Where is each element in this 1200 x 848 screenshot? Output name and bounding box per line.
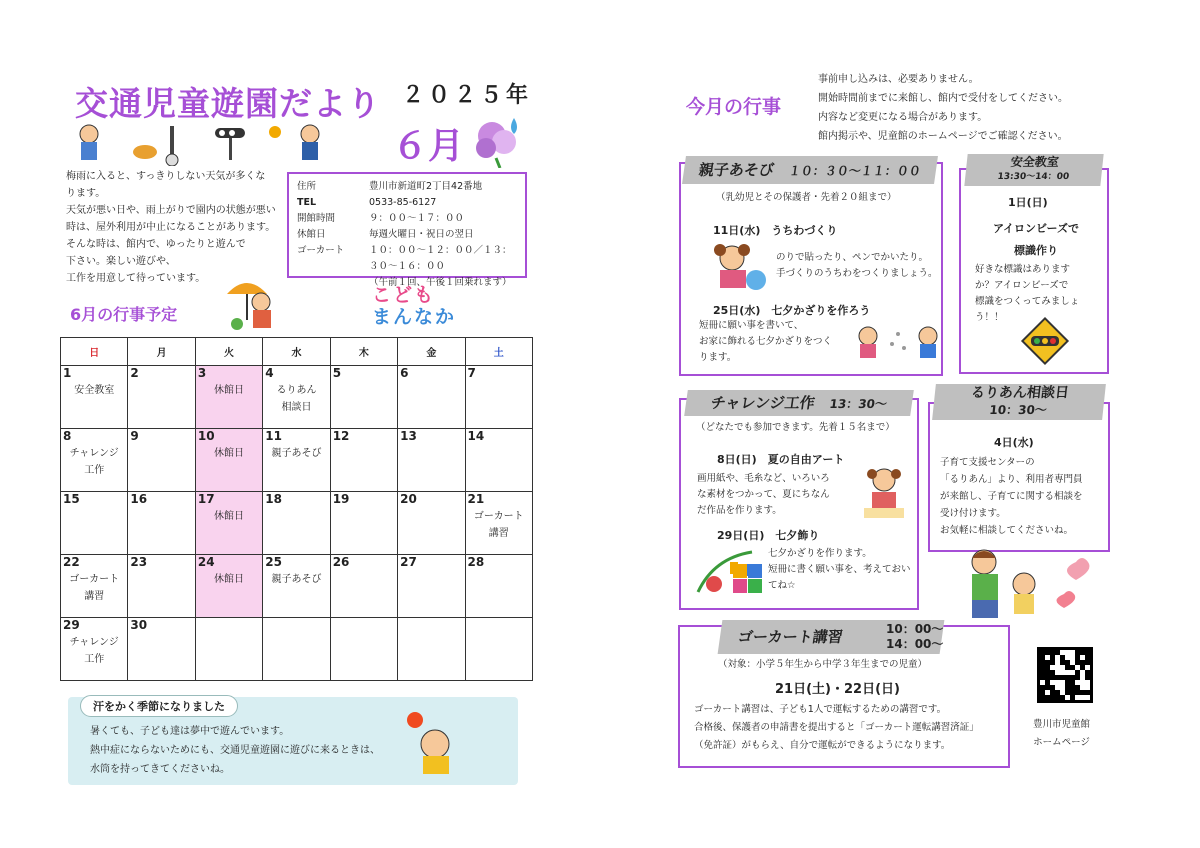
calendar-day-cell bbox=[465, 618, 532, 681]
oyako-event1-title: 11日(水) うちわづくり bbox=[713, 224, 838, 237]
anzen-date: 1日(日) bbox=[1008, 196, 1048, 209]
calendar-event-label bbox=[61, 506, 127, 508]
calendar-day-number: 12 bbox=[332, 429, 350, 443]
ruri-date: 4日(水) bbox=[994, 436, 1034, 449]
calendar-day-cell bbox=[398, 492, 465, 555]
calendar-event-label: 親子あそび bbox=[271, 448, 322, 459]
calendar-day-cell bbox=[61, 429, 128, 492]
calendar-day-cell bbox=[195, 429, 262, 492]
gokart-koushu-band: ゴーカート講習 bbox=[718, 620, 945, 654]
calendar-event-label bbox=[466, 569, 532, 571]
challenge-event2-desc: 七夕かざりを作ります。 短冊に書く願い事を、考えておい てね☆ bbox=[768, 548, 911, 591]
calendar-event-label bbox=[128, 443, 194, 445]
calendar-event-label: チャレンジ 工作 bbox=[69, 637, 119, 665]
umbrella-child-illustration bbox=[225, 272, 285, 332]
newsletter-title: 交通児童遊園だより bbox=[75, 84, 381, 123]
summer-notice-tag: 汗をかく季節になりました bbox=[80, 695, 238, 717]
calendar-day-cell bbox=[330, 555, 397, 618]
calendar-week bbox=[61, 492, 533, 555]
calendar-day-cell bbox=[465, 429, 532, 492]
oyako-event2-desc: 短冊に願い事を書いて、 お家に飾れる七夕かざりをつく ります。 bbox=[699, 320, 833, 363]
calendar-day-cell bbox=[330, 429, 397, 492]
calendar-event-label bbox=[398, 443, 464, 445]
traffic-sign-icon bbox=[1018, 314, 1072, 368]
calendar-event-label bbox=[331, 380, 397, 382]
kodomo-mannaka-logo: こども まんなか bbox=[372, 284, 457, 328]
calendar-week bbox=[61, 429, 533, 492]
calendar-day-cell bbox=[330, 618, 397, 681]
calendar-day-number: 26 bbox=[332, 555, 350, 569]
calendar-event-label bbox=[331, 443, 397, 445]
calendar-day-cell bbox=[263, 366, 330, 429]
calendar-day-number: 30 bbox=[130, 618, 148, 632]
calendar-event-label: 休館日 bbox=[214, 448, 245, 459]
calendar-day-cell bbox=[128, 555, 195, 618]
calendar-event-label: チャレンジ 工作 bbox=[69, 448, 119, 476]
calendar-event-label bbox=[128, 569, 194, 571]
calendar-day-number: 27 bbox=[400, 555, 417, 569]
challenge-target: （どなたでも参加できます。先着１５名まで） bbox=[696, 422, 895, 433]
calendar-day-number: 8 bbox=[63, 429, 72, 443]
calendar-day-number: 15 bbox=[63, 492, 80, 506]
calendar-day-number: 9 bbox=[130, 429, 139, 443]
calendar-event-label bbox=[331, 618, 397, 620]
calendar-day-cell bbox=[128, 618, 195, 681]
calendar-day-number: 14 bbox=[467, 429, 485, 443]
gokart-times: 10：00～ 14：00～ bbox=[886, 622, 944, 651]
parent-baby-illustration bbox=[960, 548, 1100, 622]
calendar-event-label: 親子あそび bbox=[271, 574, 322, 585]
calendar-event-label: ゴーカート 講習 bbox=[473, 511, 524, 539]
calendar-day-cell bbox=[195, 618, 262, 681]
calendar-day-number: 11 bbox=[265, 429, 282, 443]
gokart-target: （対象：小学５年生から中学３年生までの児童） bbox=[718, 659, 928, 670]
calendar-event-label bbox=[331, 506, 397, 508]
calendar-day-number: 6 bbox=[400, 366, 409, 380]
anzen-event-title: アイロンビーズで 標識作り bbox=[992, 222, 1080, 257]
calendar bbox=[60, 337, 533, 681]
challenge-event2-title: 29日(日) 七夕飾り bbox=[717, 529, 820, 542]
calendar-day-cell bbox=[398, 429, 465, 492]
calendar-day-number: 13 bbox=[400, 429, 417, 443]
calendar-header-sat: 土 bbox=[465, 338, 532, 366]
calendar-day-number: 24 bbox=[197, 555, 215, 569]
schedule-title: 6月の行事予定 bbox=[70, 305, 178, 324]
oyako-event2-title: 25日(水) 七夕かざりを作ろう bbox=[713, 304, 871, 317]
calendar-day-number: 25 bbox=[265, 555, 282, 569]
calendar-event-label bbox=[398, 506, 464, 508]
qr-caption: 豊川市児童館 ホームページ bbox=[1033, 719, 1091, 748]
calendar-day-number: 4 bbox=[265, 366, 274, 380]
calendar-event-label bbox=[331, 569, 397, 571]
art-child-illustration bbox=[856, 464, 912, 522]
facility-info-box: 住所 豊川市新道町2丁目42番地 TEL 0533-85-6127 開館時間 ９：００～１７：００ 休館日 毎週火曜日・祝日の翌日 ゴーカート １０：００～１２：００／１３：３０～１６：００ （午前１回、午後１回乗れます） bbox=[287, 172, 527, 278]
calendar-event-label: 安全教室 bbox=[74, 385, 115, 396]
calendar-day-cell bbox=[398, 366, 465, 429]
calendar-day-cell bbox=[465, 555, 532, 618]
calendar-event-label bbox=[466, 618, 532, 620]
calendar-day-cell bbox=[195, 366, 262, 429]
uchiwa-child-illustration bbox=[700, 240, 768, 296]
calendar-day-cell bbox=[128, 366, 195, 429]
events-title: 今月の行事 bbox=[686, 96, 782, 118]
calendar-day-number: 3 bbox=[197, 366, 207, 380]
calendar-event-label bbox=[263, 506, 329, 508]
hot-child-illustration bbox=[405, 710, 465, 776]
gokart-desc: ゴーカート講習は、子ども1人で運転するための講習です。 合格後、保護者の申請書を提出すると「ゴーカート運転講習済証」 （免許証）がもらえ、自分で運転ができるようになります。 bbox=[694, 704, 979, 751]
calendar-day-cell bbox=[263, 429, 330, 492]
calendar-day-cell bbox=[61, 492, 128, 555]
calendar-day-cell bbox=[263, 492, 330, 555]
year-label: ２０２５年 bbox=[402, 83, 533, 108]
calendar-day-number: 18 bbox=[265, 492, 282, 506]
calendar-event-label: るりあん 相談日 bbox=[276, 385, 317, 413]
calendar-day-cell bbox=[263, 555, 330, 618]
calendar-week bbox=[61, 366, 533, 429]
oyako-event1-desc: のりで貼ったり、ペンでかいたり。 手づくりのうちわをつくりましょう。 bbox=[776, 252, 938, 279]
calendar-day-cell bbox=[398, 555, 465, 618]
challenge-event1-desc: 画用紙や、毛糸など、いろいろ な素材をつかって、夏にちなん だ作品を作ります。 bbox=[697, 473, 830, 516]
calendar-day-cell bbox=[330, 366, 397, 429]
oyako-target: （乳幼児とその保護者・先着２０組まで） bbox=[716, 192, 897, 203]
calendar-day-number: 19 bbox=[332, 492, 350, 506]
month-label: ６月 bbox=[392, 126, 465, 167]
calendar-day-cell bbox=[61, 618, 128, 681]
calendar-day-number: 22 bbox=[63, 555, 80, 569]
ruri-desc: 子育て支援センターの 「るりあん」より、利用者専門員 が来館し、子育てに関する相談を 受け付けます。 お気軽に相談してくださいね。 bbox=[940, 457, 1083, 536]
challenge-event1-title: 8日(日) 夏の自由アート bbox=[717, 453, 845, 466]
calendar-event-label bbox=[263, 618, 329, 620]
calendar-event-label bbox=[466, 443, 532, 445]
calendar-day-cell bbox=[465, 492, 532, 555]
calendar-day-cell bbox=[195, 492, 262, 555]
calendar-day-number: 23 bbox=[130, 555, 148, 569]
ruri-soudan-band: るりあん相談日 10：30～ bbox=[932, 384, 1106, 420]
calendar-week bbox=[61, 555, 533, 618]
tanabata-illustration bbox=[856, 320, 940, 364]
homepage-qr-code[interactable] bbox=[1037, 647, 1093, 703]
calendar-header-tue: 火 bbox=[195, 338, 262, 366]
calendar-day-number: 16 bbox=[130, 492, 148, 506]
calendar-day-number: 7 bbox=[467, 366, 476, 380]
calendar-event-label: 休館日 bbox=[214, 385, 245, 396]
calendar-event-label bbox=[128, 506, 194, 508]
calendar-day-number: 5 bbox=[332, 366, 342, 380]
oyako-asobi-band: 親子あそび １０：３０～１１：００ bbox=[682, 156, 938, 184]
anzen-desc: 好きな標識はあります か？アイロンビーズで 標識をつくってみましょ う！！ bbox=[975, 264, 1080, 323]
calendar-day-cell bbox=[128, 429, 195, 492]
calendar-week bbox=[61, 618, 533, 681]
calendar-day-number: 17 bbox=[197, 492, 215, 506]
calendar-header-mon: 月 bbox=[128, 338, 195, 366]
intro-text: 梅雨に入ると、すっきりしない天気が多くな ります。 天気が悪い日や、雨上がりで園内の状態が悪い 時は、屋外利用が中止になることがあります。 そんな時は、館内で、ゆったりと遊んで 下さい。楽しい遊びや、 工作を用意して待っています。 bbox=[66, 171, 276, 284]
anzen-kyoshitsu-band: 安全教室 13:30～14：00 bbox=[964, 154, 1103, 186]
calendar-day-number: 21 bbox=[467, 492, 485, 506]
calendar-day-cell bbox=[330, 492, 397, 555]
traffic-illustration bbox=[75, 122, 335, 166]
calendar-day-cell bbox=[61, 366, 128, 429]
gokart-dates: 21日(土)・22日(日) bbox=[775, 682, 900, 697]
calendar-day-cell bbox=[263, 618, 330, 681]
calendar-header-thu: 木 bbox=[330, 338, 397, 366]
calendar-event-label: 休館日 bbox=[214, 511, 245, 522]
calendar-day-number: 28 bbox=[467, 555, 485, 569]
calendar-event-label bbox=[128, 380, 194, 382]
calendar-event-label bbox=[398, 569, 464, 571]
calendar-day-number: 20 bbox=[400, 492, 417, 506]
colorful-blocks-icon bbox=[733, 564, 763, 594]
calendar-header-wed: 水 bbox=[263, 338, 330, 366]
calendar-header-sun: 日 bbox=[61, 338, 128, 366]
calendar-day-cell bbox=[61, 555, 128, 618]
calendar-day-cell bbox=[465, 366, 532, 429]
calendar-day-cell bbox=[128, 492, 195, 555]
calendar-event-label bbox=[398, 380, 464, 382]
calendar-event-label bbox=[128, 632, 194, 634]
summer-notice-text: 暑くても、子ども達は夢中で遊んでいます。 熱中症にならないためにも、交通児童遊園に遊びに来るときは、 水筒を持ってきてくださいね。 bbox=[90, 726, 380, 775]
calendar-event-label bbox=[196, 618, 262, 620]
calendar-day-number: 10 bbox=[197, 429, 215, 443]
hydrangea-icon bbox=[470, 112, 530, 168]
calendar-day-cell bbox=[195, 555, 262, 618]
calendar-day-number: 2 bbox=[130, 366, 139, 380]
calendar-event-label: ゴーカート 講習 bbox=[69, 574, 120, 602]
calendar-event-label bbox=[398, 618, 464, 620]
challenge-kousaku-band: チャレンジ工作 13：30～ bbox=[684, 390, 914, 416]
calendar-day-number: 29 bbox=[63, 618, 80, 632]
calendar-event-label bbox=[466, 380, 532, 382]
calendar-event-label: 休館日 bbox=[214, 574, 245, 585]
calendar-header-fri: 金 bbox=[398, 338, 465, 366]
calendar-day-cell bbox=[398, 618, 465, 681]
events-notice: 事前申し込みは、必要ありません。 開始時間前までに来館し、館内で受付をしてください。 内容など変更になる場合があります。 館内掲示や、児童館のホームページでご確認ください。 bbox=[818, 74, 1068, 142]
calendar-day-number: 1 bbox=[63, 366, 72, 380]
